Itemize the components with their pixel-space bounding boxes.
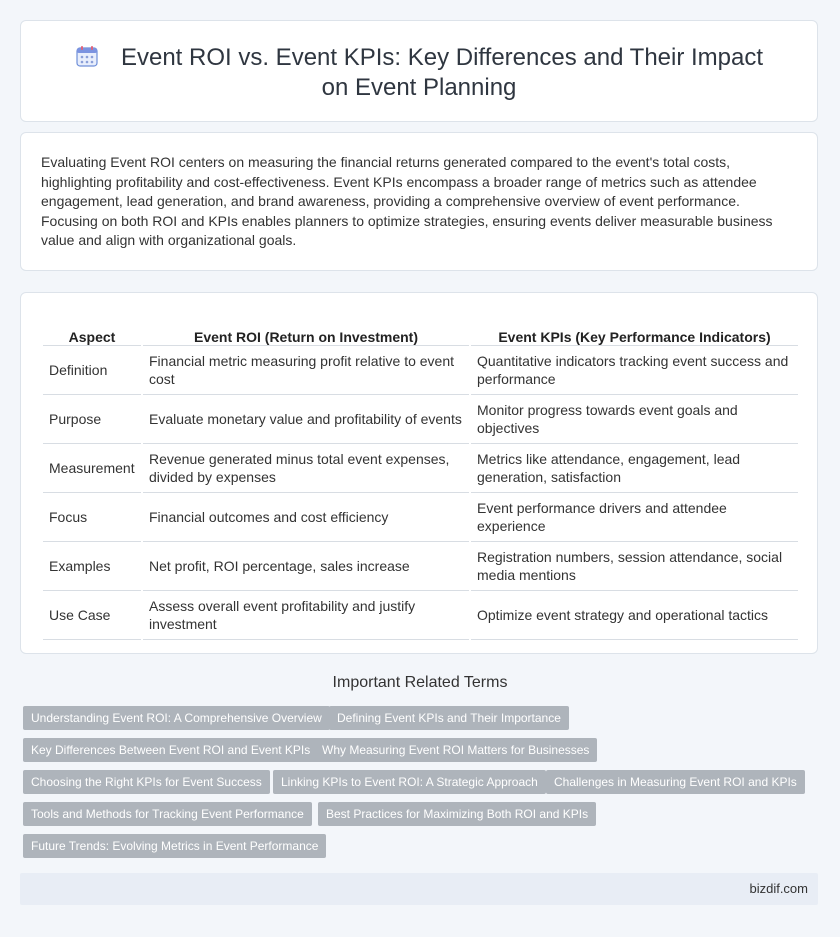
row-roi: Net profit, ROI percentage, sales increase: [143, 541, 469, 590]
calendar-icon: [75, 44, 99, 68]
row-roi: Revenue generated minus total event expenses, divided by expenses: [143, 443, 469, 492]
row-aspect: Definition: [43, 345, 141, 394]
table-row: [43, 394, 798, 443]
related-tag[interactable]: Challenges in Measuring Event ROI and KPIs: [546, 770, 805, 794]
row-aspect: Examples: [43, 541, 141, 590]
related-tag[interactable]: Linking KPIs to Event ROI: A Strategic Approach: [273, 770, 546, 794]
related-tag[interactable]: Understanding Event ROI: A Comprehensive Overview: [23, 706, 330, 730]
comparison-table: [41, 313, 800, 640]
title-card: [20, 20, 818, 122]
related-tag[interactable]: Future Trends: Evolving Metrics in Event Performance: [23, 834, 326, 858]
related-terms-title: Important Related Terms: [332, 674, 508, 691]
row-kpis: Optimize event strategy and operational tactics: [471, 590, 798, 640]
page-title: [61, 43, 777, 103]
row-aspect: Focus: [43, 492, 141, 541]
table-row: [43, 590, 798, 640]
row-kpis: Event performance drivers and attendee experience: [471, 492, 798, 541]
row-kpis: Metrics like attendance, engagement, lead generation, satisfaction: [471, 443, 798, 492]
table-row: [43, 345, 798, 394]
related-tag[interactable]: Best Practices for Maximizing Both ROI and KPIs: [318, 802, 596, 826]
table-row: [43, 541, 798, 590]
intro-card: [20, 132, 818, 271]
table-header-row: [43, 313, 798, 345]
row-roi: Evaluate monetary value and profitability of events: [143, 394, 469, 443]
footer-site-link[interactable]: bizdif.com: [749, 881, 808, 896]
related-tag[interactable]: Tools and Methods for Tracking Event Performance: [23, 802, 312, 826]
header-event-kpis: Event KPIs (Key Performance Indicators): [498, 329, 771, 345]
header-aspect: Aspect: [68, 329, 116, 345]
footer-bar: [20, 873, 818, 905]
intro-paragraph: Evaluating Event ROI centers on measuring the financial returns generated compared to the event's total costs, highlighting profitability and cost-effectiveness. Event KPIs encompass a broader range of metrics such as attendee engagement, lead generation, and brand awareness, providing a comprehensive overview of event performance. Focusing on both ROI and KPIs enables planners to optimize strategies, ensuring events deliver measurable business value and align with organizational goals.: [41, 154, 773, 248]
row-roi: Financial metric measuring profit relative to event cost: [143, 345, 469, 394]
table-row: [43, 492, 798, 541]
row-kpis: Registration numbers, session attendance, social media mentions: [471, 541, 798, 590]
row-aspect: Use Case: [43, 590, 141, 640]
comparison-card: [20, 292, 818, 654]
row-kpis: Quantitative indicators tracking event success and performance: [471, 345, 798, 394]
row-aspect: Measurement: [43, 443, 141, 492]
row-roi: Assess overall event profitability and justify investment: [143, 590, 469, 640]
row-kpis: Monitor progress towards event goals and objectives: [471, 394, 798, 443]
table-row: [43, 443, 798, 492]
related-tag[interactable]: Defining Event KPIs and Their Importance: [329, 706, 569, 730]
header-event-roi: Event ROI (Return on Investment): [193, 329, 419, 345]
related-tag[interactable]: Why Measuring Event ROI Matters for Businesses: [314, 738, 597, 762]
related-tag[interactable]: Choosing the Right KPIs for Event Success: [23, 770, 270, 794]
row-roi: Financial outcomes and cost efficiency: [143, 492, 469, 541]
row-aspect: Purpose: [43, 394, 141, 443]
related-tag[interactable]: Key Differences Between Event ROI and Event KPIs: [23, 738, 318, 762]
page-title-text: Event ROI vs. Event KPIs: Key Differences and Their Impact on Event Planning: [120, 44, 764, 101]
